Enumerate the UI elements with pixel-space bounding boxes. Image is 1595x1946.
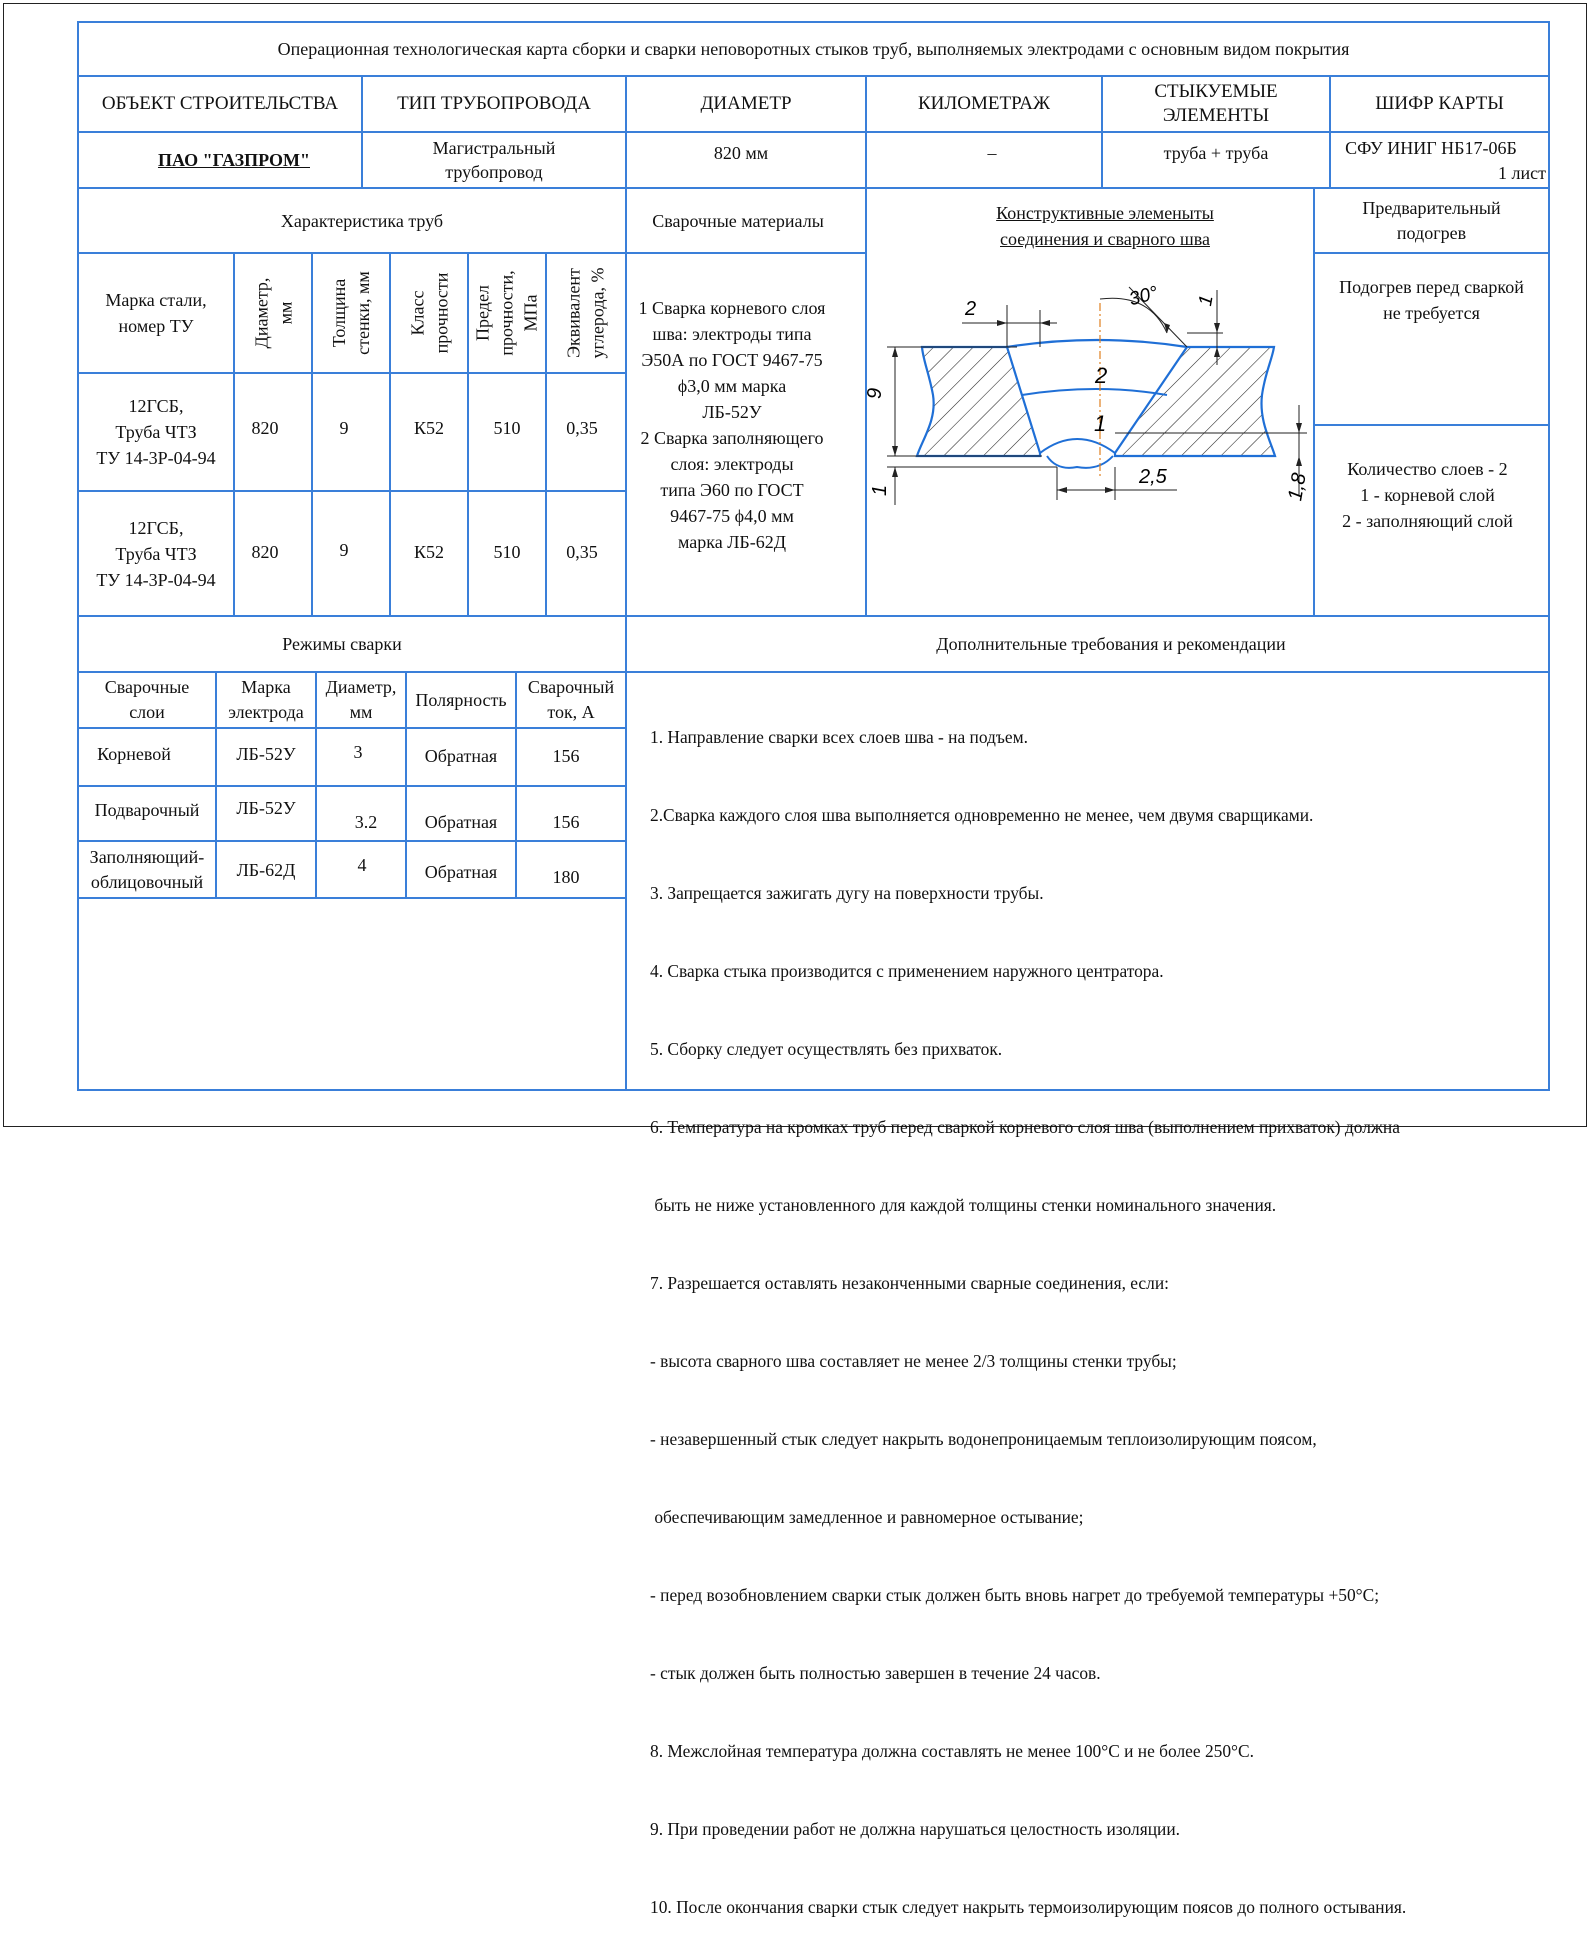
table-row-carbon xyxy=(547,492,617,612)
table-row-layer xyxy=(79,842,215,897)
cell-text: Обратная xyxy=(424,862,498,882)
cell-text: соединения и сварного шва xyxy=(1000,229,1210,249)
list-item: - стык должен быть полностью завершен в течение 24 часов. xyxy=(650,1663,1101,1683)
cell-text: ШИФР КАРТЫ xyxy=(1375,93,1504,114)
right-pipe-wall xyxy=(1115,347,1275,456)
table-row-electrode xyxy=(217,787,315,829)
layer-count-text xyxy=(1315,455,1540,535)
cell-text: ОБЪЕКТ СТРОИТЕЛЬСТВА xyxy=(101,93,339,114)
table-row-electrode xyxy=(217,842,315,897)
cell-text: Подварочный xyxy=(94,800,200,820)
cell-text: слоя: электроды xyxy=(670,454,794,474)
weld-root-bead xyxy=(1047,456,1113,468)
table-row-diameter xyxy=(235,374,295,482)
col-carbon-header xyxy=(547,254,625,372)
col-polarity-header xyxy=(407,673,515,727)
table-row-class xyxy=(391,492,467,612)
cell-text: Режимы сварки xyxy=(282,634,402,654)
cell-text: СТЫКУЕМЫЕ xyxy=(1154,81,1278,102)
col-layers-header xyxy=(79,673,215,727)
cell-text: 12ГСБ, xyxy=(128,517,184,538)
col-current-header xyxy=(517,673,625,727)
col-strength-header xyxy=(469,254,545,372)
cell-text: Подогрев перед сваркой xyxy=(1339,277,1524,297)
code-value xyxy=(1331,136,1531,160)
dim-root: 2,5 xyxy=(1139,466,1167,488)
grid-line xyxy=(1313,424,1550,426)
cell-text: Толщина xyxy=(329,278,350,348)
table-row-strength xyxy=(469,374,545,482)
cell-text: Диаметр, xyxy=(325,677,397,697)
grid-line xyxy=(625,252,865,254)
cell-text: 2 - заполняющий слой xyxy=(1342,511,1513,531)
cell-text: 820 мм xyxy=(713,143,769,163)
cell-text: 156 xyxy=(552,812,580,832)
table-row-diameter xyxy=(317,729,399,775)
cell-text: Количество слоев - 2 xyxy=(1347,459,1508,479)
cell-text: номер ТУ xyxy=(118,316,194,336)
cell-text: прочности, xyxy=(497,270,518,356)
list-item: 4. Сварка стыка производится с применением наружного центратора. xyxy=(650,961,1164,981)
cell-text: ϕ3,0 мм марка xyxy=(677,376,787,396)
list-item: 9. При проведении работ не должна нарушаться целостность изоляции. xyxy=(650,1819,1180,1839)
layer-fill-label: 2 xyxy=(1095,363,1108,388)
elements-value xyxy=(1103,133,1329,173)
cell-text: Заполняющий- xyxy=(89,846,205,867)
cell-text: 180 xyxy=(552,867,580,887)
cell-text: ТУ 14-3Р-04-94 xyxy=(96,569,216,590)
table-row-current xyxy=(517,842,615,912)
cell-text: трубопровод xyxy=(445,162,543,182)
code-label xyxy=(1331,77,1548,131)
cell-text: Предел xyxy=(473,285,494,341)
weld-fill-boundary xyxy=(1022,389,1167,395)
cell-text: ЛБ-52У xyxy=(236,744,296,764)
drawing-title xyxy=(960,200,1250,252)
cell-text: 0,35 xyxy=(566,542,598,562)
requirements-title xyxy=(627,617,1595,671)
cell-text: СФУ ИНИГ НБ17-06Б xyxy=(1345,138,1517,158)
pipes-section-title xyxy=(79,189,645,252)
cell-text: 820 xyxy=(251,418,279,438)
weld-root-boundary xyxy=(1040,439,1115,453)
cell-text: Марка xyxy=(241,677,291,697)
list-item: - высота сварного шва составляет не менее 2/3 толщины стенки трубы; xyxy=(650,1351,1177,1371)
list-item: 5. Сборку следует осуществлять без прихваток. xyxy=(650,1039,1003,1059)
cell-text: 156 xyxy=(552,746,580,766)
list-item: 2.Сварка каждого слоя шва выполняется одновременно не менее, чем двумя сварщиками. xyxy=(650,805,1314,825)
dim-angle: 30° xyxy=(1127,282,1161,311)
materials-text xyxy=(627,295,837,560)
cell-text: углерода, % xyxy=(588,267,609,359)
dim-reinforce: 1,8 xyxy=(1284,471,1311,503)
table-row-wall xyxy=(313,492,375,608)
cell-text: труба + труба xyxy=(1163,143,1269,163)
cell-text: 820 xyxy=(251,542,279,562)
km-label xyxy=(867,77,1101,131)
cell-text: 1 лист xyxy=(1498,163,1546,183)
cell-text: Эквивалент xyxy=(564,268,585,358)
weld-joint-drawing xyxy=(864,255,1311,615)
table-row-diameter xyxy=(317,808,415,836)
cell-text: 2 Сварка заполняющего xyxy=(640,428,824,448)
modes-section-title xyxy=(79,617,605,671)
weld-cap xyxy=(1007,340,1187,347)
dim-thickness: 9 xyxy=(864,387,886,399)
pipeline-value xyxy=(363,133,625,187)
object-label xyxy=(79,77,361,131)
table-row-steel xyxy=(79,492,233,615)
cell-text: ЛБ-62Д xyxy=(236,859,296,880)
cell-text: шва: электроды типа xyxy=(652,324,812,344)
cell-text: К52 xyxy=(413,418,444,438)
table-row-strength xyxy=(469,492,545,612)
table-row-polarity xyxy=(407,842,515,902)
cell-text: 3 xyxy=(353,742,363,762)
pipeline-label xyxy=(363,77,625,131)
dim-bottom: 1 xyxy=(869,484,891,496)
cell-text: марка ЛБ-62Д xyxy=(677,532,787,552)
list-item: 10. После окончания сварки стык следует накрыть термоизолирующим поясов до полного остывания. xyxy=(650,1897,1407,1917)
cell-text: Обратная xyxy=(424,746,498,766)
dim-bevel: 1 xyxy=(1195,293,1218,308)
list-item: 3. Запрещается зажигать дугу на поверхности трубы. xyxy=(650,883,1044,903)
col-steel-header xyxy=(79,254,233,372)
diameter-label xyxy=(627,77,865,131)
cell-text: подогрев xyxy=(1396,222,1467,243)
cell-text: электрода xyxy=(228,702,304,722)
cell-text: Операционная технологическая карта сборки и сварки неповоротных стыков труб, выполняемых электродами с основным видом покрытия xyxy=(277,39,1350,59)
cell-text: Труба ЧТЗ xyxy=(115,543,197,564)
cell-text: МПа xyxy=(521,294,542,332)
cell-text: ЛБ-52У xyxy=(702,402,762,422)
cell-text: мм xyxy=(349,702,373,722)
cell-text: ЛБ-52У xyxy=(236,798,296,818)
cell-text: Корневой xyxy=(97,744,171,764)
cell-text: Сварочные материалы xyxy=(652,210,824,231)
list-item: быть не ниже установленного для каждой толщины стенки номинального значения. xyxy=(650,1195,1277,1215)
cell-text: Труба ЧТЗ xyxy=(115,422,197,442)
col-diameter-header xyxy=(317,673,405,727)
cell-text: Конструктивные элеменыты xyxy=(996,203,1214,223)
table-row-electrode xyxy=(217,729,315,779)
cell-text: 3.2 xyxy=(354,812,378,832)
cell-text: Сварочный xyxy=(527,677,615,697)
cell-text: 9467-75 ϕ4,0 мм xyxy=(670,506,794,526)
left-pipe-wall xyxy=(917,347,1040,456)
cell-text: 1 - корневой слой xyxy=(1360,485,1495,505)
list-item: 8. Межслойная температура должна составлять не менее 100°С и не более 250°С. xyxy=(650,1741,1254,1761)
col-electrode-header xyxy=(217,673,315,727)
cell-text: Э50А по ГОСТ 9467-75 xyxy=(641,350,823,370)
cell-text: типа Э60 по ГОСТ xyxy=(660,480,804,500)
table-row-steel xyxy=(79,374,233,490)
cell-text: 510 xyxy=(493,542,521,562)
col-class-header xyxy=(391,254,467,372)
cell-text: Марка стали, xyxy=(105,290,207,310)
cell-text: ток, А xyxy=(547,702,595,722)
cell-text: ДИАМЕТР xyxy=(700,93,792,114)
cell-text: Дополнительные требования и рекомендации xyxy=(936,634,1286,654)
list-item: 7. Разрешается оставлять незаконченными сварные соединения, если: xyxy=(650,1273,1169,1293)
requirements-list xyxy=(650,672,1540,1946)
table-row-layer xyxy=(79,729,189,779)
cell-text: 9 xyxy=(339,418,349,438)
table-row-wall xyxy=(313,374,375,482)
cell-text: слои xyxy=(129,702,165,722)
list-item: 1. Направление сварки всех слоев шва - на подъем. xyxy=(650,727,1028,747)
layer-root-label: 1 xyxy=(1094,411,1107,436)
list-item: - незавершенный стык следует накрыть водонепроницаемым теплоизолирующим поясом, xyxy=(650,1429,1317,1449)
list-item: - перед возобновлением сварки стык должен быть вновь нагрет до требуемой температуры +50°С; xyxy=(650,1585,1380,1605)
cell-text: мм xyxy=(275,301,295,325)
object-value xyxy=(79,133,389,187)
cell-text: Полярность xyxy=(415,690,507,710)
cell-text: 9 xyxy=(339,540,349,560)
cell-text: Магистральный xyxy=(432,138,556,158)
col-diameter-header xyxy=(235,254,311,372)
table-row-class xyxy=(391,374,467,482)
cell-text: облицовочный xyxy=(90,871,204,892)
table-row-polarity xyxy=(407,729,515,783)
cell-text: ЭЛЕМЕНТЫ xyxy=(1162,105,1270,126)
list-item: 6. Температура на кромках труб перед сваркой корневого слоя шва (выполнением прихваток) должна xyxy=(650,1117,1400,1137)
cell-text: 4 xyxy=(357,855,367,875)
cell-text: КИЛОМЕТРАЖ xyxy=(918,93,1050,114)
materials-title xyxy=(627,189,849,252)
table-row-current xyxy=(517,808,615,836)
cell-text: Характеристика труб xyxy=(280,210,444,231)
cell-text: 1 Сварка корневого слоя xyxy=(638,298,826,318)
col-wall-header xyxy=(313,254,389,372)
cell-text: 510 xyxy=(493,418,521,438)
cell-text: 0,35 xyxy=(566,418,598,438)
document-title xyxy=(79,23,1548,75)
cell-text: Класс xyxy=(407,290,428,336)
cell-text: ТУ 14-3Р-04-94 xyxy=(96,448,216,468)
table-row-polarity xyxy=(407,808,515,836)
cell-text: Сварочные xyxy=(104,677,190,697)
cell-text: ПАО "ГАЗПРОМ" xyxy=(157,150,310,170)
cell-text: К52 xyxy=(413,542,444,562)
table-row-layer xyxy=(79,787,215,833)
preheat-title xyxy=(1315,189,1548,252)
cell-text: – xyxy=(987,143,997,163)
cell-text: Обратная xyxy=(424,812,498,832)
list-item: обеспечивающим замедленное и равномерное остывание; xyxy=(650,1507,1084,1527)
diameter-value xyxy=(627,133,855,173)
preheat-text xyxy=(1315,270,1548,330)
sheet-count xyxy=(1450,160,1546,186)
cell-text: ТИП ТРУБОПРОВОДА xyxy=(397,93,591,114)
cell-text: стенки, мм xyxy=(353,271,374,355)
cell-text: не требуется xyxy=(1383,303,1480,323)
table-row-diameter xyxy=(317,842,407,888)
table-row-carbon xyxy=(547,374,617,482)
cell-text: Предварительный xyxy=(1362,197,1501,218)
table-row-current xyxy=(517,729,615,783)
grid-line xyxy=(1313,252,1550,254)
cell-text: прочности xyxy=(431,272,452,354)
cell-text: 12ГСБ, xyxy=(128,396,184,416)
cell-text: Диаметр, xyxy=(251,277,271,349)
dim-gap: 2 xyxy=(965,298,977,320)
km-value xyxy=(867,133,1117,173)
table-row-diameter xyxy=(235,492,295,612)
elements-label xyxy=(1103,77,1329,131)
